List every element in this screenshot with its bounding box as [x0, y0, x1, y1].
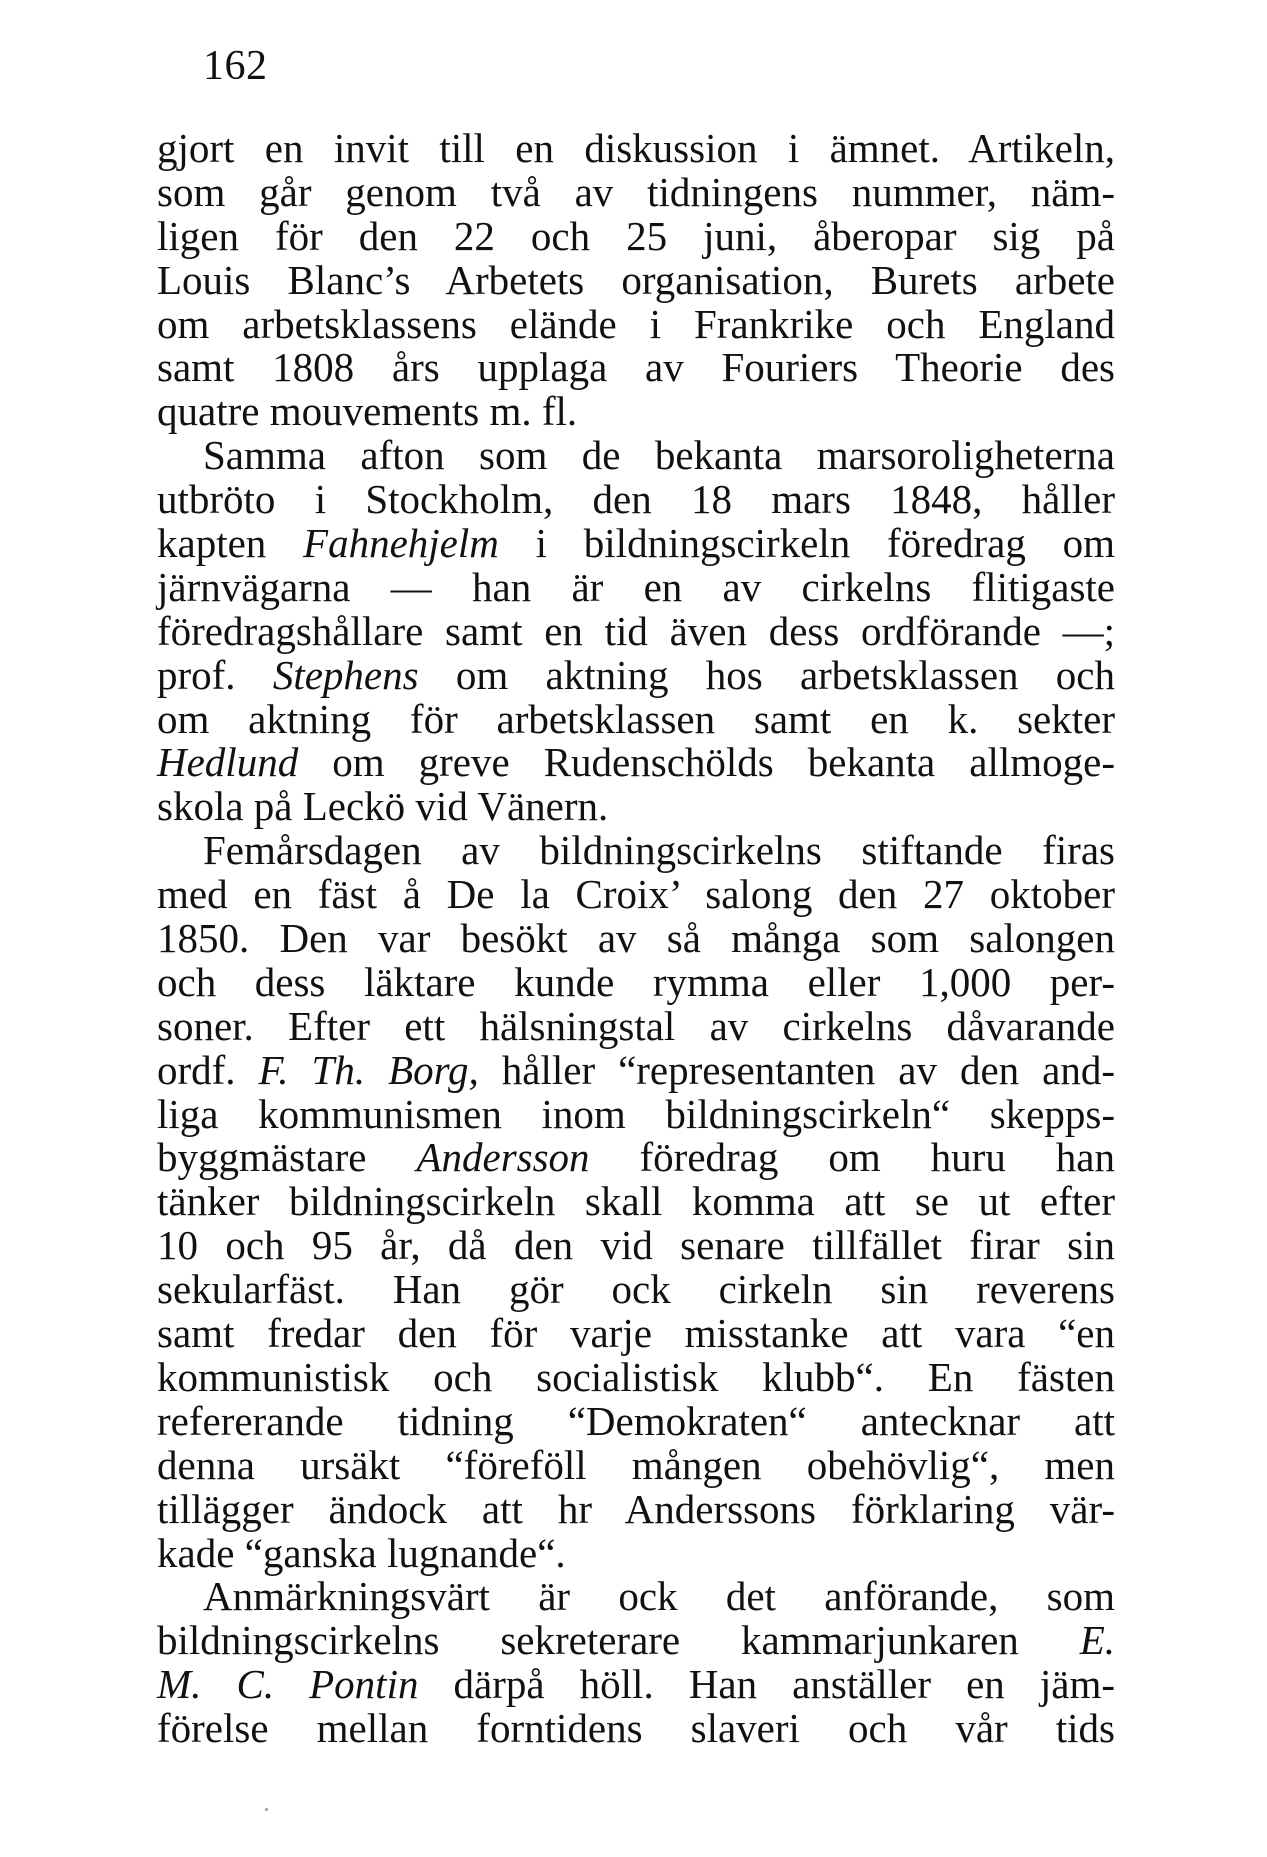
text-line: [157, 1268, 1115, 1312]
text-line: [157, 212, 1115, 259]
text-segment: järnvägarna — han är en av cirkelns flitigaste: [157, 563, 1115, 610]
text-segment: tillägger ändock att hr Anderssons förklaring vär-: [157, 1485, 1115, 1532]
text-segment: Louis Blanc’s Arbetets organisation, Burets arbete: [157, 256, 1115, 303]
text-line: [157, 256, 1115, 303]
text-segment: liga kommunismen inom bildningscirkeln“ skepps-: [157, 1090, 1115, 1137]
text-segment: refererande tidning “Demokraten“ antecknar att: [157, 1397, 1115, 1444]
text-segment: samt fredar den för varje misstanke att vara “en: [157, 1310, 1115, 1357]
text-line: [157, 741, 1115, 785]
text-segment: ligen för den 22 och 25 juni, åberopar sig på: [157, 212, 1115, 259]
text-segment: med en fäst å De la Croix’ salong den 27 oktober: [157, 871, 1115, 918]
text-line: [157, 958, 1115, 1005]
text-segment: byggmästare: [157, 1134, 417, 1181]
text-segment: håller “representanten av den and-: [478, 1046, 1115, 1093]
text-segment: Femårsdagen av bildningscirkelns stiftande firas: [203, 827, 1115, 874]
text-line: [157, 434, 1115, 478]
text-segment: om arbetsklassens elände i Frankrike och England: [157, 300, 1115, 347]
text-line: [157, 695, 1115, 742]
body-text: [157, 127, 1115, 1751]
text-line: [157, 346, 1115, 390]
text-segment: 1850. Den var besökt av så många som salongen: [157, 915, 1115, 962]
text-segment: sekularfäst. Han gör ock cirkeln sin reverens: [157, 1266, 1115, 1313]
text-segment: kommunistisk och socialistisk klubb“. En fästen: [157, 1353, 1115, 1400]
italic-name: Fahnehjelm: [303, 520, 499, 567]
text-segment: 10 och 95 år, då den vid senare tillfället firar sin: [157, 1222, 1115, 1269]
text-segment: kapten: [157, 520, 304, 567]
text-segment: om greve Rudenschölds bekanta allmoge-: [298, 739, 1115, 786]
text-segment: gjort en invit till en diskussion i ämnet. Artikeln,: [157, 125, 1115, 171]
text-segment: om aktning för arbetsklassen samt en k. sekter: [157, 695, 1115, 742]
text-line: [157, 1312, 1115, 1356]
text-segment: förelse mellan forntidens slaveri och vår tids: [157, 1705, 1115, 1752]
text-segment: soner. Efter ett hälsningstal av cirkelns dåvarande: [157, 1002, 1115, 1049]
text-line: [157, 873, 1115, 917]
text-segment: föredragshållare samt en tid även dess ordförande —;: [157, 607, 1115, 654]
text-line: [157, 1136, 1115, 1180]
text-segment: föredrag om huru han: [589, 1134, 1115, 1181]
text-line: [157, 785, 1115, 829]
text-line: [157, 1441, 1115, 1488]
text-line: [157, 651, 1115, 698]
italic-name: Stephens: [272, 651, 419, 698]
text-line: [157, 1180, 1115, 1224]
text-line: [157, 1529, 1115, 1576]
text-line: [157, 522, 1115, 566]
text-line: [157, 1353, 1115, 1400]
text-line: [157, 127, 1115, 171]
text-segment: prof.: [157, 651, 273, 698]
text-line: [157, 1663, 1115, 1707]
text-segment: Anmärkningsvärt är ock det anförande, som: [203, 1573, 1115, 1620]
text-line: [157, 390, 1115, 434]
text-line: [157, 168, 1115, 215]
text-segment: kade “ganska lugnande“.: [157, 1529, 566, 1576]
text-line: [157, 1090, 1115, 1137]
text-segment: och dess läktare kunde rymma eller 1,000 per-: [157, 958, 1115, 1005]
text-line: [157, 1397, 1115, 1444]
text-segment: quatre mouvements m. fl.: [157, 388, 578, 435]
text-line: [157, 1224, 1115, 1268]
text-line: [157, 917, 1115, 961]
text-line: [157, 1575, 1115, 1619]
text-segment: tänker bildningscirkeln skall komma att se ut efter: [157, 1178, 1115, 1225]
text-line: [157, 1046, 1115, 1093]
text-line: [157, 1707, 1115, 1751]
italic-name: F. Th. Borg,: [258, 1046, 479, 1093]
text-line: [157, 607, 1115, 654]
text-line: [157, 478, 1115, 522]
print-speck: [265, 1808, 268, 1811]
text-segment: samt 1808 års upplaga av Fouriers Theorie des: [157, 344, 1115, 391]
text-segment: denna ursäkt “föreföll mången obehövlig“, men: [157, 1441, 1115, 1488]
text-segment: i bildningscirkeln föredrag om: [498, 520, 1115, 567]
page-number: 162: [203, 43, 268, 89]
text-line: [157, 1619, 1115, 1663]
text-segment: bildningscirkelns sekreterare kammarjunkaren: [157, 1617, 1080, 1664]
text-line: [157, 300, 1115, 347]
text-segment: utbröto i Stockholm, den 18 mars 1848, håller: [157, 476, 1115, 523]
text-line: [157, 563, 1115, 610]
italic-name: Andersson: [416, 1134, 590, 1181]
italic-name: E.: [1079, 1617, 1115, 1664]
text-line: [157, 1002, 1115, 1049]
text-segment: ordf.: [157, 1046, 259, 1093]
italic-name: Hedlund: [157, 739, 299, 786]
text-segment: som går genom två av tidningens nummer, näm-: [157, 168, 1115, 215]
text-segment: om aktning hos arbetsklassen och: [418, 651, 1115, 698]
text-segment: skola på Leckö vid Vänern.: [157, 783, 609, 830]
italic-name: M. C. Pontin: [157, 1661, 419, 1708]
text-segment: Samma afton som de bekanta marsoroligheterna: [203, 432, 1115, 479]
text-line: [157, 829, 1115, 873]
text-line: [157, 1485, 1115, 1532]
text-segment: därpå höll. Han anställer en jäm-: [418, 1661, 1115, 1708]
